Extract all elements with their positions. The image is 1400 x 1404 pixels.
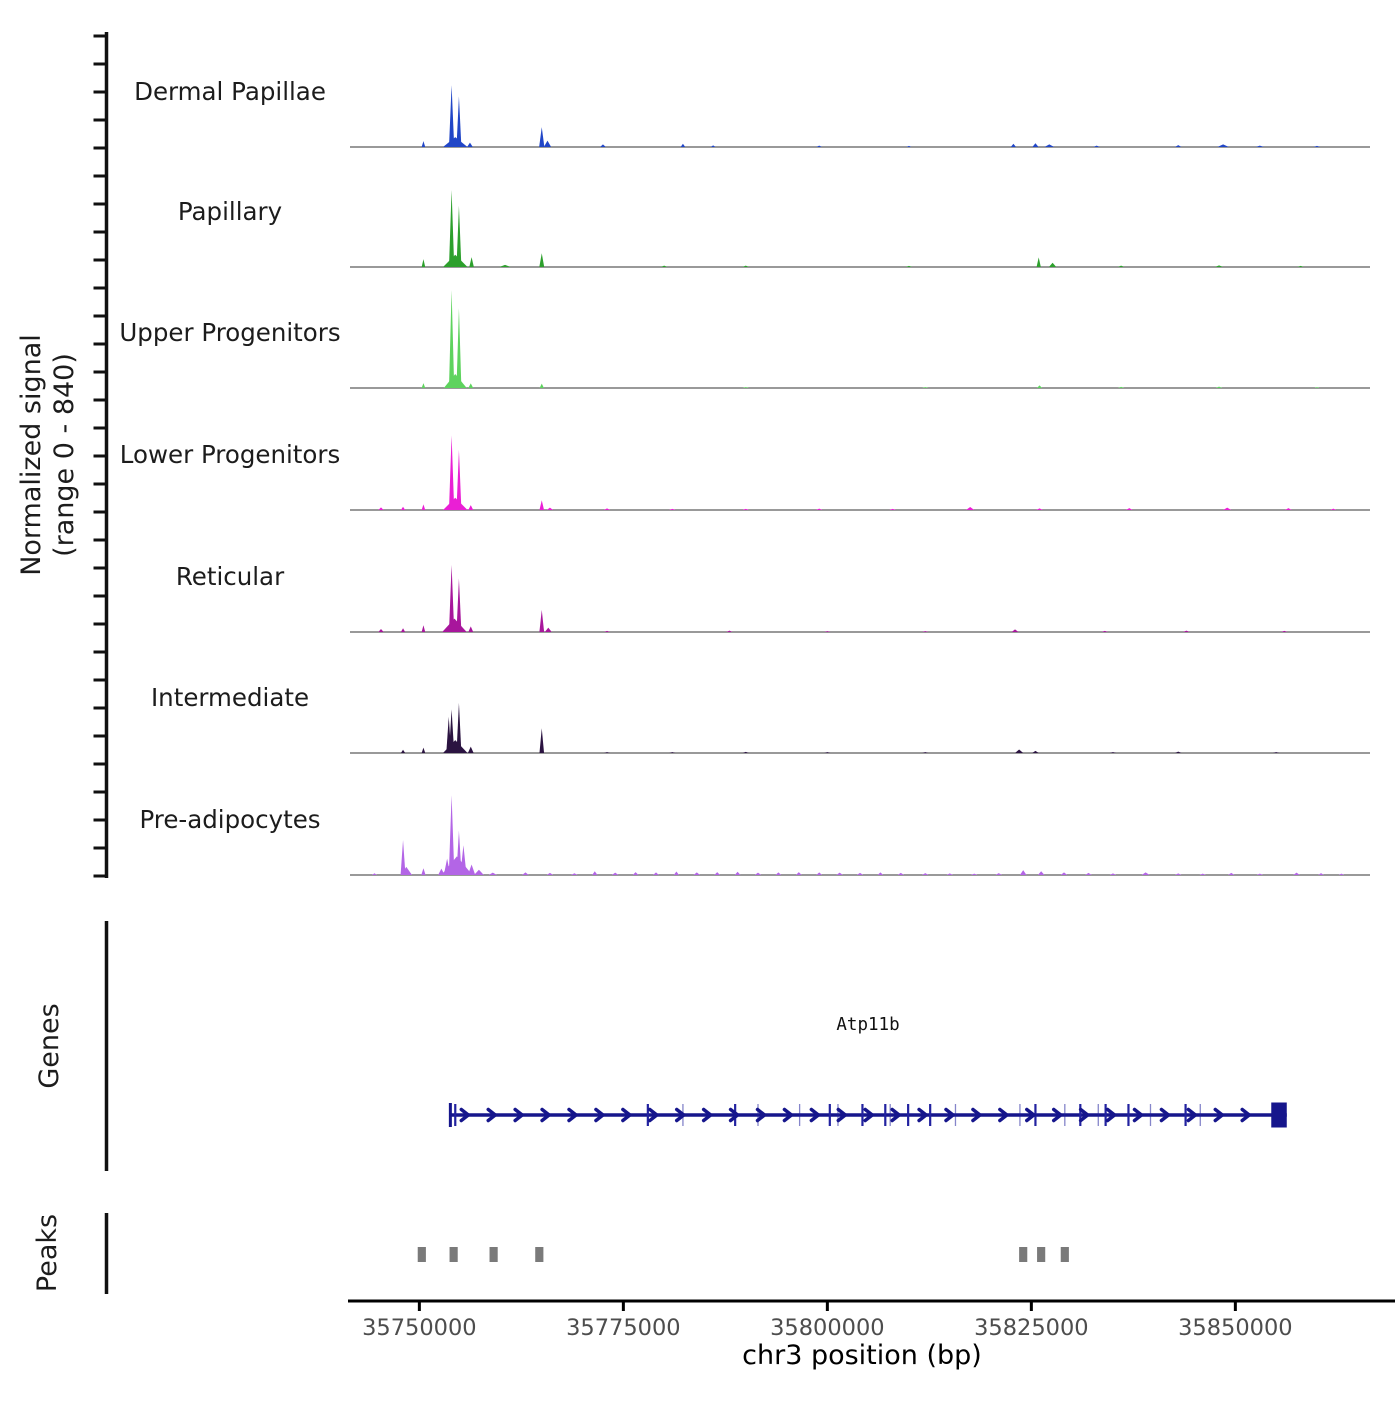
signal-peak (539, 610, 544, 632)
track-label-dermal-papillae: Dermal Papillae (134, 77, 326, 106)
signal-peak (468, 626, 473, 632)
peak-interval (535, 1247, 543, 1262)
peak-interval (1037, 1247, 1045, 1262)
gene-name-label: Atp11b (836, 1015, 900, 1035)
signal-peak (422, 748, 426, 753)
signal-peak (694, 872, 701, 875)
signal-peak (1049, 263, 1056, 267)
signal-peak (1223, 508, 1231, 510)
signal-peak (1110, 873, 1117, 875)
signal-peak (816, 509, 822, 510)
signal-tracks-group (119, 77, 1370, 875)
x-axis-tick-label: 35850000 (1178, 1315, 1293, 1341)
signal-peak (1215, 265, 1223, 267)
signal-peak (422, 504, 426, 510)
x-axis-tick-label: 35800000 (770, 1315, 885, 1341)
signal-peak (816, 146, 822, 147)
signal-peak (442, 619, 466, 632)
signal-track-dermal-papillae (134, 77, 1370, 147)
signal-peak (922, 873, 929, 875)
peak-interval (1019, 1247, 1027, 1262)
x-axis-tick-label: 35775000 (566, 1315, 681, 1341)
signal-peak (468, 505, 473, 510)
signal-peak (1044, 144, 1054, 147)
signal-peak (1037, 385, 1042, 388)
signal-peak (1085, 873, 1092, 875)
signal-peak (378, 629, 383, 632)
signal-peak (469, 257, 474, 267)
signal-peak (681, 144, 686, 147)
signal-peak (711, 145, 716, 147)
signal-peak (1217, 144, 1228, 147)
signal-peak (836, 873, 843, 875)
signal-peak (714, 872, 720, 875)
signal-peak (776, 872, 782, 875)
signal-peak (1015, 750, 1023, 754)
signal-peak (443, 255, 467, 267)
signal-peak (1093, 146, 1100, 147)
signal-peak (1175, 752, 1182, 753)
x-axis-group (348, 1301, 1395, 1341)
signal-peak (604, 508, 610, 510)
track-label-lower-progenitors: Lower Progenitors (119, 440, 341, 469)
signal-peak (1175, 145, 1182, 147)
x-axis-tick-label: 35825000 (974, 1315, 1089, 1341)
y-axis-label-line2: (range 0 - 840) (49, 353, 80, 557)
signal-peak (422, 141, 426, 147)
signal-peak (878, 872, 884, 875)
track-label-intermediate: Intermediate (150, 683, 310, 712)
signal-peak (444, 374, 467, 388)
signal-peak (1032, 143, 1038, 147)
signal-peak (401, 507, 405, 510)
signal-peak (1032, 751, 1039, 753)
peak-interval (1061, 1247, 1069, 1262)
signal-peak (1330, 509, 1336, 510)
signal-peak (449, 190, 454, 267)
signal-peak (1256, 146, 1264, 147)
signal-peak (443, 137, 467, 147)
signal-peak (1199, 874, 1206, 875)
signal-peak (449, 290, 454, 388)
signal-peak (1293, 873, 1300, 875)
signal-peak (898, 873, 905, 875)
signal-peak (995, 873, 1002, 875)
signal-peak (612, 873, 619, 875)
signal-peak (547, 508, 554, 510)
signal-peak (468, 383, 473, 388)
signal-peak (592, 871, 597, 875)
signal-peak (443, 740, 467, 753)
signal-peak (539, 127, 544, 147)
track-label-upper-progenitors: Upper Progenitors (119, 318, 341, 347)
signal-peak (422, 383, 426, 388)
signal-peak (946, 873, 953, 875)
signal-peak (966, 507, 974, 510)
signal-peak (422, 259, 426, 267)
signal-peak (539, 728, 544, 753)
signal-peak (489, 873, 497, 875)
signal-peak (1257, 874, 1264, 875)
y-axis-label-line1: Normalized signal (16, 334, 47, 576)
peaks-section-label: Peaks (32, 1213, 63, 1293)
signal-peak (449, 435, 454, 510)
signal-peak (857, 873, 864, 875)
signal-peak (474, 870, 484, 875)
signal-peak (545, 628, 552, 632)
signal-peak (735, 872, 741, 875)
signal-peak (467, 143, 473, 147)
signal-peak (1038, 871, 1045, 875)
signal-track-upper-progenitors (119, 290, 1370, 388)
signal-peak (674, 872, 679, 876)
peak-interval (450, 1247, 458, 1262)
peak-intervals-group (418, 1247, 1069, 1262)
signal-peak (1183, 631, 1190, 632)
signal-peak (499, 265, 510, 267)
signal-peak (1339, 874, 1345, 875)
signal-peak (539, 253, 544, 267)
signal-peak (1126, 508, 1133, 510)
signal-peak (449, 85, 454, 147)
signal-peak (1285, 508, 1292, 510)
signal-peak (468, 865, 475, 876)
signal-track-intermediate (151, 683, 1370, 753)
signal-peak (816, 872, 822, 875)
track-label-reticular: Reticular (175, 562, 285, 591)
signal-peak (742, 266, 749, 267)
signal-track-lower-progenitors (120, 435, 1370, 510)
signal-peak (1012, 629, 1019, 632)
peak-interval (490, 1247, 498, 1262)
signal-peak (372, 873, 377, 875)
signal-track-reticular (176, 562, 1370, 632)
signal-peak (544, 141, 551, 147)
y-axis-spine-group (94, 32, 107, 878)
peak-interval (418, 1247, 426, 1262)
signal-track-pre-adipocytes (139, 795, 1370, 875)
signal-peak (468, 747, 474, 753)
gene-model-group (450, 1103, 1286, 1128)
signal-peak (1037, 257, 1041, 267)
signal-peak (540, 384, 544, 388)
signal-peak (443, 498, 467, 510)
signal-peak (421, 868, 425, 875)
track-label-papillary: Papillary (177, 197, 283, 226)
signal-peak (1175, 873, 1182, 875)
signal-peak (661, 266, 668, 267)
track-label-pre-adipocytes: Pre-adipocytes (139, 805, 321, 834)
signal-peak (633, 872, 639, 875)
signal-peak (1216, 387, 1223, 388)
x-axis-tick-label: 35750000 (362, 1315, 477, 1341)
signal-peak (547, 873, 554, 875)
signal-peak (1142, 872, 1150, 875)
signal-peak (755, 873, 762, 875)
signal-peak (571, 873, 578, 875)
signal-peak (401, 750, 405, 753)
signal-track-papillary (178, 190, 1370, 267)
signal-peak (1118, 266, 1125, 267)
x-axis-title: chr3 position (bp) (742, 1340, 982, 1371)
signal-peak (456, 308, 461, 388)
signal-peak (1036, 508, 1043, 510)
signal-peak (401, 628, 405, 632)
signal-peak (1011, 144, 1016, 147)
signal-peak (1061, 872, 1068, 875)
signal-peak (1318, 873, 1324, 875)
signal-peak (726, 631, 732, 632)
signal-peak (1020, 870, 1027, 875)
signal-peak (422, 625, 426, 632)
signal-peak (539, 500, 544, 510)
signal-peak (796, 872, 802, 875)
signal-peak (653, 872, 659, 875)
signal-peak (971, 874, 978, 875)
signal-peak (600, 144, 606, 147)
genes-section-label: Genes (34, 1003, 65, 1089)
gene-thick-exon (1271, 1103, 1287, 1128)
signal-peak (378, 507, 383, 510)
signal-peak (1228, 873, 1235, 875)
signal-peak (522, 872, 529, 875)
